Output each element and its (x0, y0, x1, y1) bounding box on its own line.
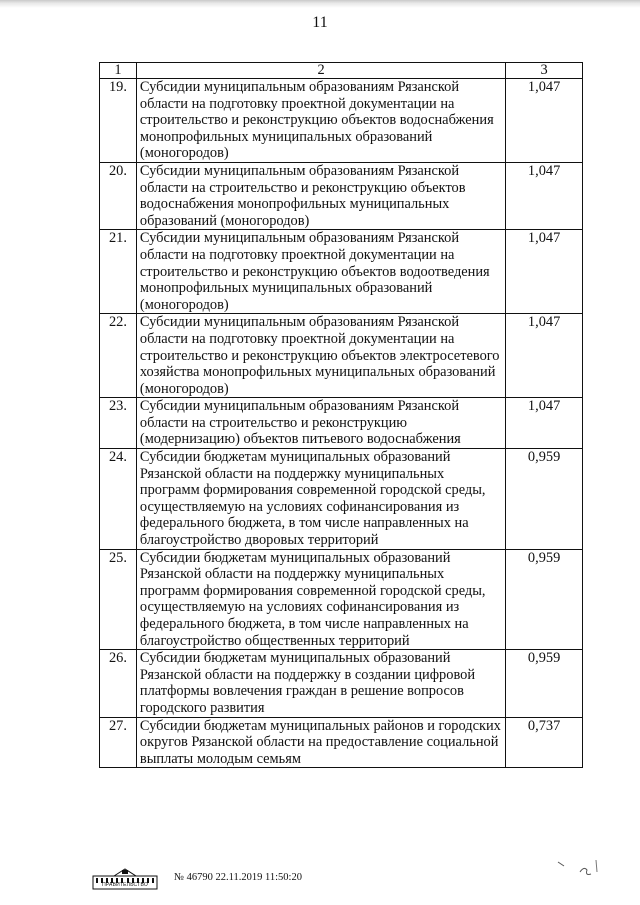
scan-edge (0, 0, 640, 8)
row-number: 26. (100, 650, 137, 717)
row-value: 0,959 (506, 449, 583, 550)
subsidy-table (99, 62, 583, 768)
row-description: Субсидии муниципальным образованиям Рязанской области на подготовку проектной документации на строительство и реконструкцию объектов электросетевого хозяйства монопрофильных муниципальных образований (моногородов) (136, 314, 505, 398)
row-description: Субсидии муниципальным образованиям Рязанской области на подготовку проектной документации на строительство и реконструкцию объектов водоснабжения монопрофильных муниципальных образований (моногородов) (136, 79, 505, 163)
table-row (100, 650, 583, 717)
row-number: 19. (100, 79, 137, 163)
row-value: 1,047 (506, 79, 583, 163)
row-value: 0,959 (506, 650, 583, 717)
column-header-number: 1 (100, 63, 137, 79)
table-row (100, 717, 583, 768)
row-value: 1,047 (506, 398, 583, 449)
row-number: 22. (100, 314, 137, 398)
table-row (100, 230, 583, 314)
row-value: 1,047 (506, 230, 583, 314)
row-number: 25. (100, 549, 137, 650)
row-number: 24. (100, 449, 137, 550)
row-value: 0,959 (506, 549, 583, 650)
row-description: Субсидии муниципальным образованиям Рязанской области на подготовку проектной документации на строительство и реконструкцию объектов водоотведения монопрофильных муниципальных образований (моногородов) (136, 230, 505, 314)
table-row (100, 314, 583, 398)
column-header-description: 2 (136, 63, 505, 79)
row-number: 20. (100, 162, 137, 229)
table-row (100, 549, 583, 650)
row-value: 1,047 (506, 162, 583, 229)
table-row (100, 79, 583, 163)
page-number: 11 (312, 14, 328, 31)
row-description: Субсидии муниципальным образованиям Рязанской области на строительство и реконструкцию (модернизацию) объектов питьевого водоснабжения (136, 398, 505, 449)
row-description: Субсидии муниципальным образованиям Рязанской области на строительство и реконструкцию объектов водоснабжения монопрофильных муниципальных образований (моногородов) (136, 162, 505, 229)
table-header-row (100, 63, 583, 79)
column-header-value: 3 (506, 63, 583, 79)
table-row (100, 162, 583, 229)
row-number: 21. (100, 230, 137, 314)
row-number: 27. (100, 717, 137, 768)
row-description: Субсидии бюджетам муниципальных районов и городских округов Рязанской области на предоставление социальной выплаты молодым семьям (136, 717, 505, 768)
handwritten-marks (556, 856, 606, 886)
row-value: 1,047 (506, 314, 583, 398)
row-description: Субсидии бюджетам муниципальных образований Рязанской области на поддержку в создании цифровой платформы вовлечения граждан в решение вопросов городского развития (136, 650, 505, 717)
registration-stamp: № 46790 22.11.2019 11:50:20 (174, 872, 302, 883)
table-row (100, 449, 583, 550)
row-number: 23. (100, 398, 137, 449)
row-value: 0,737 (506, 717, 583, 768)
logo-label: ПРАВИТЕЛЬСТВО (102, 882, 148, 888)
table-row (100, 398, 583, 449)
row-description: Субсидии бюджетам муниципальных образований Рязанской области на поддержку муниципальных программ формирования современной городской среды, осуществляемую на условиях софинансирования из федерального бюджета, в том числе направленных на благоустройство дворовых территорий (136, 449, 505, 550)
row-description: Субсидии бюджетам муниципальных образований Рязанской области на поддержку муниципальных программ формирования современной городской среды, осуществляемую на условиях софинансирования из федерального бюджета, в том числе направленных на благоустройство общественных территорий (136, 549, 505, 650)
